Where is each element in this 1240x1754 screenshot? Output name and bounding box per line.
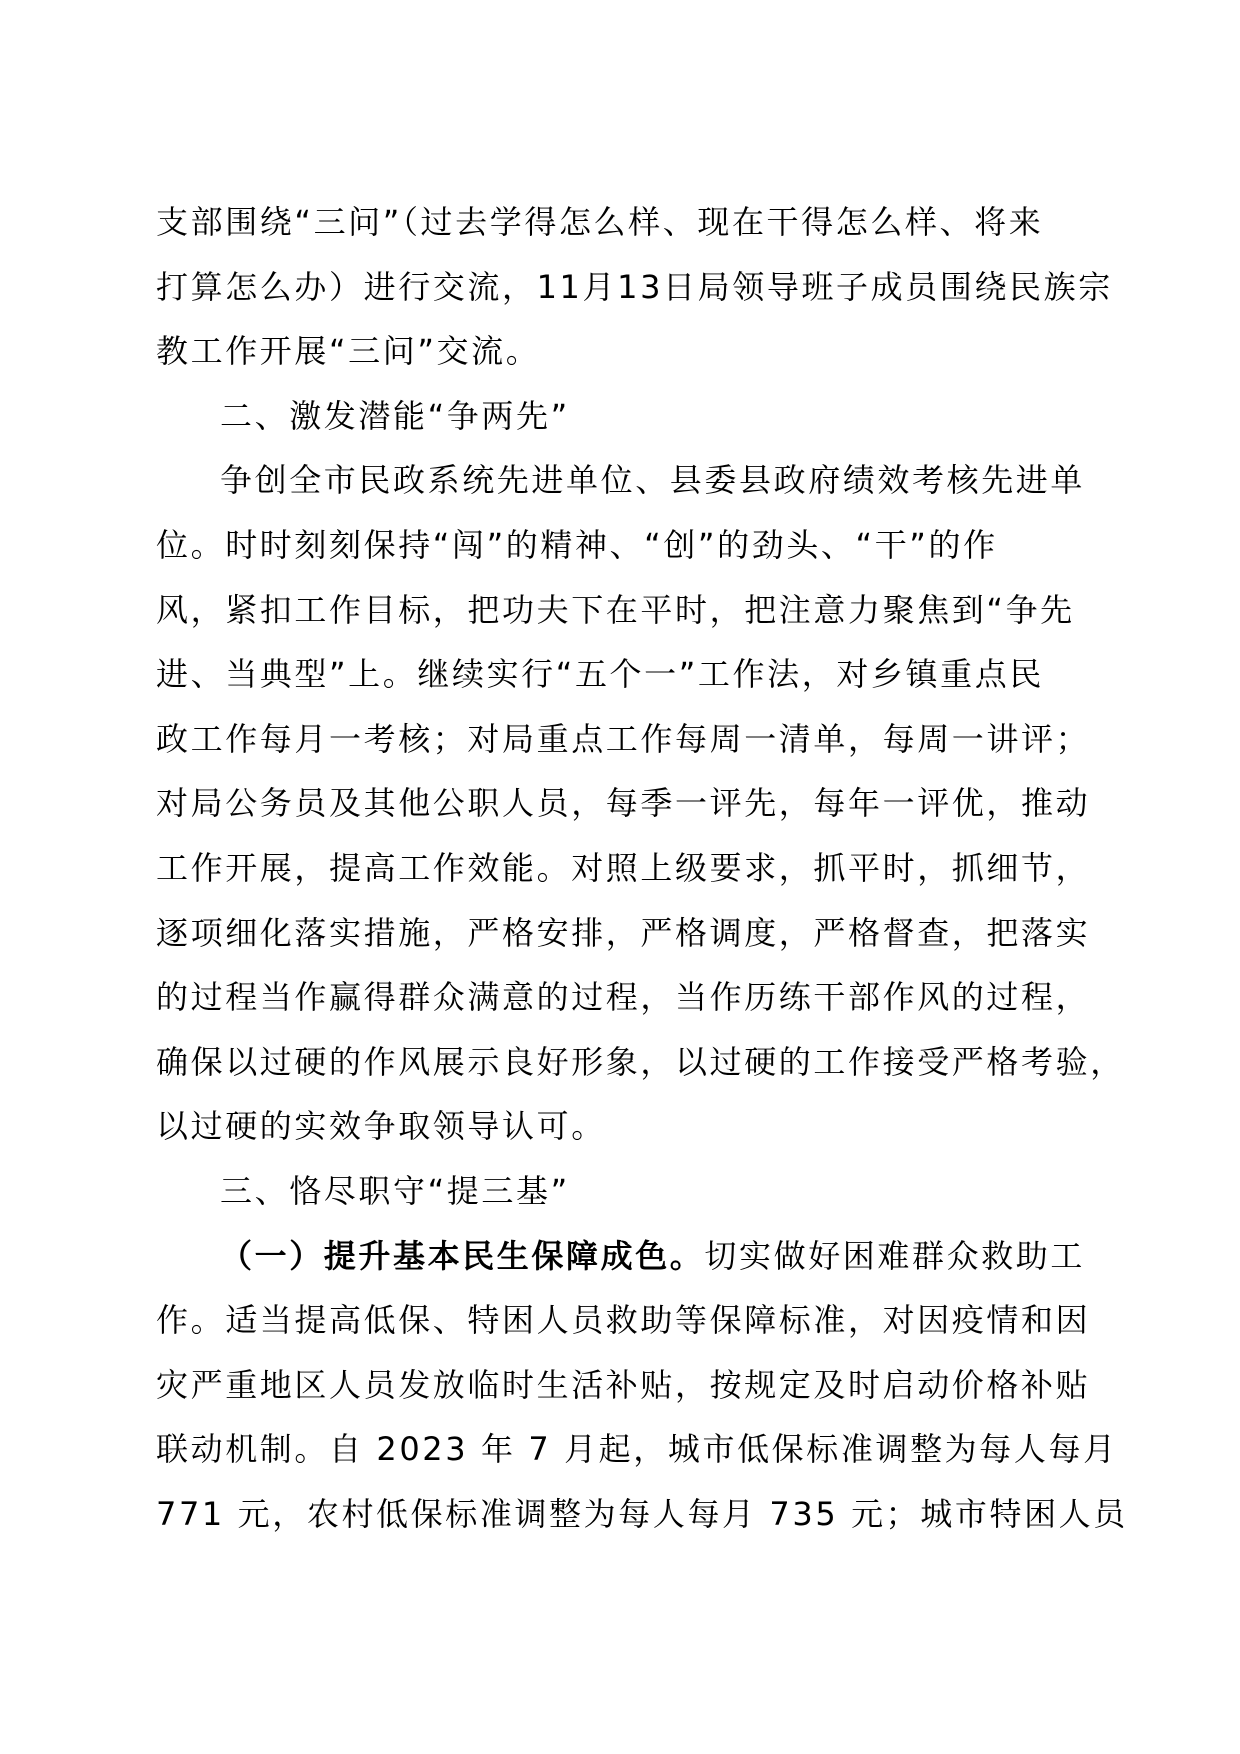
- paragraph-line: 进、当典型”上。继续实行“五个一”工作法，对乡镇重点民: [156, 655, 1044, 694]
- paragraph-line: 支部围绕“三问”（过去学得怎么样、现在干得怎么样、将来: [156, 203, 1044, 241]
- paragraph-line: 工作开展，提高工作效能。对照上级要求，抓平时，抓细节，: [156, 848, 1091, 887]
- subsection-lead: （一）提升基本民生保障成色。: [220, 1236, 705, 1275]
- paragraph-line: 的过程当作赢得群众满意的过程，当作历练干部作风的过程，: [156, 978, 1091, 1017]
- paragraph-line: 灾严重地区人员发放临时生活补贴，按规定及时启动价格补贴: [156, 1365, 1091, 1404]
- paragraph-line: 771 元，农村低保标准调整为每人每月 735 元；城市特困人员: [156, 1494, 1128, 1533]
- paragraph-line: 争创全市民政系统先进单位、县委县政府绩效考核先进单: [220, 461, 1086, 500]
- paragraph-line: 作。适当提高低保、特困人员救助等保障标准，对因疫情和因: [156, 1301, 1091, 1340]
- section-heading-3: 三、恪尽职守“提三基”: [220, 1171, 570, 1210]
- paragraph-line: 联动机制。自 2023 年 7 月起，城市低保标准调整为每人每月: [156, 1430, 1118, 1469]
- subsection-rest: 切实做好困难群众救助工: [704, 1236, 1086, 1275]
- paragraph-line: 政工作每月一考核；对局重点工作每周一清单，每周一讲评；: [156, 719, 1091, 758]
- paragraph-line: 教工作开展“三问”交流。: [156, 332, 541, 371]
- subsection-first-line: [156, 1224, 1086, 1289]
- section-heading-2: 二、激发潜能“争两先”: [220, 396, 570, 435]
- paragraph-line: 位。时时刻刻保持“闯”的精神、“创”的劲头、“干”的作: [156, 525, 998, 564]
- paragraph-line: 打算怎么办）进行交流，11月13日局领导班子成员围绕民族宗: [156, 267, 1113, 306]
- paragraph-line: 逐项细化落实措施，严格安排，严格调度，严格督查，把落实: [156, 913, 1091, 952]
- paragraph-line: 风，紧扣工作目标，把功夫下在平时，把注意力聚焦到“争先: [156, 590, 1075, 629]
- body-text: [156, 190, 1128, 1546]
- paragraph-line: 以过硬的实效争取领导认可。: [156, 1107, 606, 1146]
- paragraph-line: 对局公务员及其他公职人员，每季一评先，每年一评优，推动: [156, 784, 1091, 823]
- paragraph-line: 确保以过硬的作风展示良好形象，以过硬的工作接受严格考验，: [156, 1042, 1125, 1081]
